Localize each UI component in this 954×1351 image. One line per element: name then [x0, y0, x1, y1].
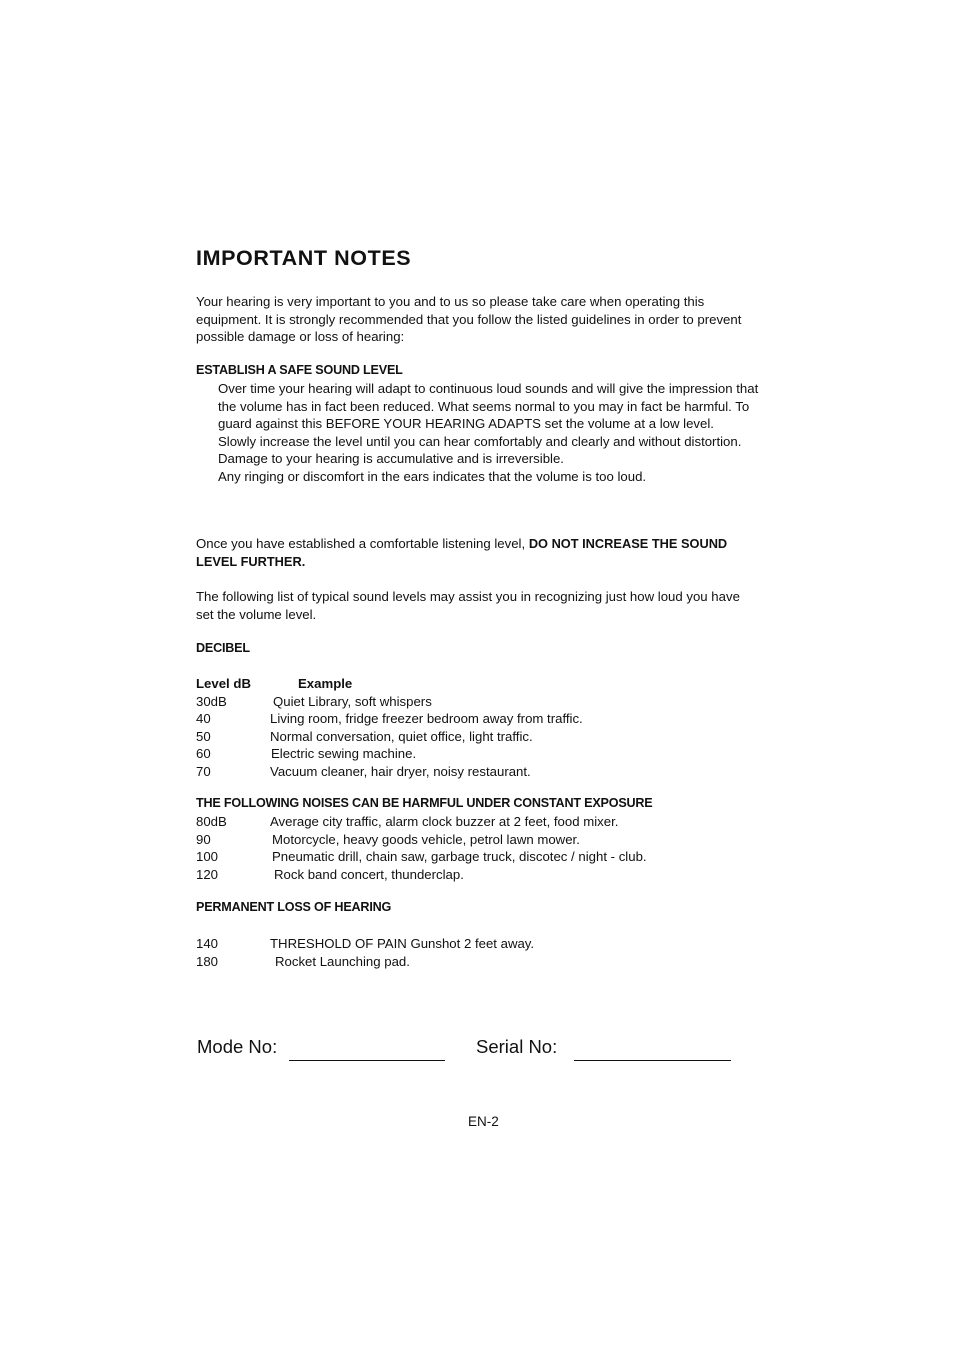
- row-example: Vacuum cleaner, hair dryer, noisy restaurant.: [270, 763, 531, 779]
- harmful-table: [196, 813, 761, 883]
- table-row: [196, 935, 761, 953]
- table-row: [196, 848, 761, 866]
- row-level: 120: [196, 866, 219, 882]
- table-row: [196, 831, 761, 849]
- column-header-example: Example: [298, 676, 353, 691]
- row-example: Electric sewing machine.: [271, 746, 417, 762]
- following-list-paragraph: The following list of typical sound levels may assist you in recognizing just how loud you have set the volume level.: [196, 589, 740, 622]
- safe-level-line: Over time your hearing will adapt to continuous loud sounds and will give the impression that the volume has in fact been reduced. What seems normal to you may in fact be harmful. To guard against this BEFORE YOUR HEARING ADAPTS set the volume at a low level.: [218, 381, 759, 432]
- row-level: 40: [196, 711, 211, 727]
- serial-no-label: Serial No:: [476, 1036, 558, 1057]
- table-row: [196, 953, 761, 971]
- safe-level-list: [218, 380, 761, 486]
- safe-level-heading: ESTABLISH A SAFE SOUND LEVEL: [196, 363, 403, 377]
- table-row: [196, 866, 761, 884]
- safe-level-line: Damage to your hearing is accumulative and is irreversible.: [218, 451, 564, 467]
- table-row: [196, 813, 761, 831]
- row-level: 180: [196, 953, 219, 969]
- established-paragraph: [196, 535, 761, 570]
- row-level: 90: [196, 831, 211, 847]
- row-example: Motorcycle, heavy goods vehicle, petrol lawn mower.: [272, 831, 580, 847]
- permanent-heading: PERMANENT LOSS OF HEARING: [196, 900, 392, 914]
- row-example: THRESHOLD OF PAIN Gunshot 2 feet away.: [270, 936, 535, 951]
- row-example: Pneumatic drill, chain saw, garbage truck, discotec / night - club.: [272, 849, 647, 865]
- model-serial-fields: [197, 1036, 757, 1066]
- established-warning: DO NOT INCREASE THE SOUND LEVEL FURTHER.: [196, 536, 728, 569]
- mode-no-blank[interactable]: [289, 1060, 445, 1061]
- table-row: [196, 710, 761, 728]
- established-text: Once you have established a comfortable listening level,: [196, 536, 529, 551]
- page-number: EN-2: [468, 1114, 499, 1129]
- page-title: IMPORTANT NOTES: [196, 246, 412, 270]
- mode-no-label: Mode No:: [197, 1036, 278, 1057]
- row-level: 80dB: [196, 814, 227, 829]
- decibel-table-header: [196, 675, 761, 693]
- intro-paragraph: Your hearing is very important to you and to us so please take care when operating this equipment. It is strongly recommended that you follow the listed guidelines in order to prevent possible damage or loss of hearing:: [196, 294, 742, 345]
- table-row: [196, 728, 761, 746]
- decibel-table: [196, 675, 761, 781]
- table-row: [196, 745, 761, 763]
- row-level: 100: [196, 849, 219, 865]
- serial-no-blank[interactable]: [574, 1060, 731, 1061]
- row-level: 30dB: [196, 693, 227, 709]
- permanent-table: [196, 935, 761, 970]
- row-level: 140: [196, 936, 219, 951]
- row-example: Rocket Launching pad.: [275, 953, 410, 969]
- table-row: [196, 693, 761, 711]
- safe-level-line: Slowly increase the level until you can hear comfortably and clearly and without distortion.: [218, 433, 742, 449]
- row-level: 70: [196, 763, 211, 779]
- row-example: Quiet Library, soft whispers: [273, 693, 432, 709]
- row-example: Normal conversation, quiet office, light traffic.: [270, 728, 533, 744]
- safe-level-line: Any ringing or discomfort in the ears indicates that the volume is too loud.: [218, 468, 647, 484]
- column-header-level: Level dB: [196, 676, 251, 691]
- row-example: Average city traffic, alarm clock buzzer at 2 feet, food mixer.: [270, 814, 619, 829]
- row-example: Rock band concert, thunderclap.: [274, 866, 464, 882]
- row-level: 50: [196, 728, 211, 744]
- harmful-heading: THE FOLLOWING NOISES CAN BE HARMFUL UNDER CONSTANT EXPOSURE: [196, 796, 653, 810]
- table-row: [196, 763, 761, 781]
- row-example: Living room, fridge freezer bedroom away from traffic.: [270, 711, 583, 727]
- row-level: 60: [196, 746, 211, 762]
- decibel-heading: DECIBEL: [196, 641, 250, 655]
